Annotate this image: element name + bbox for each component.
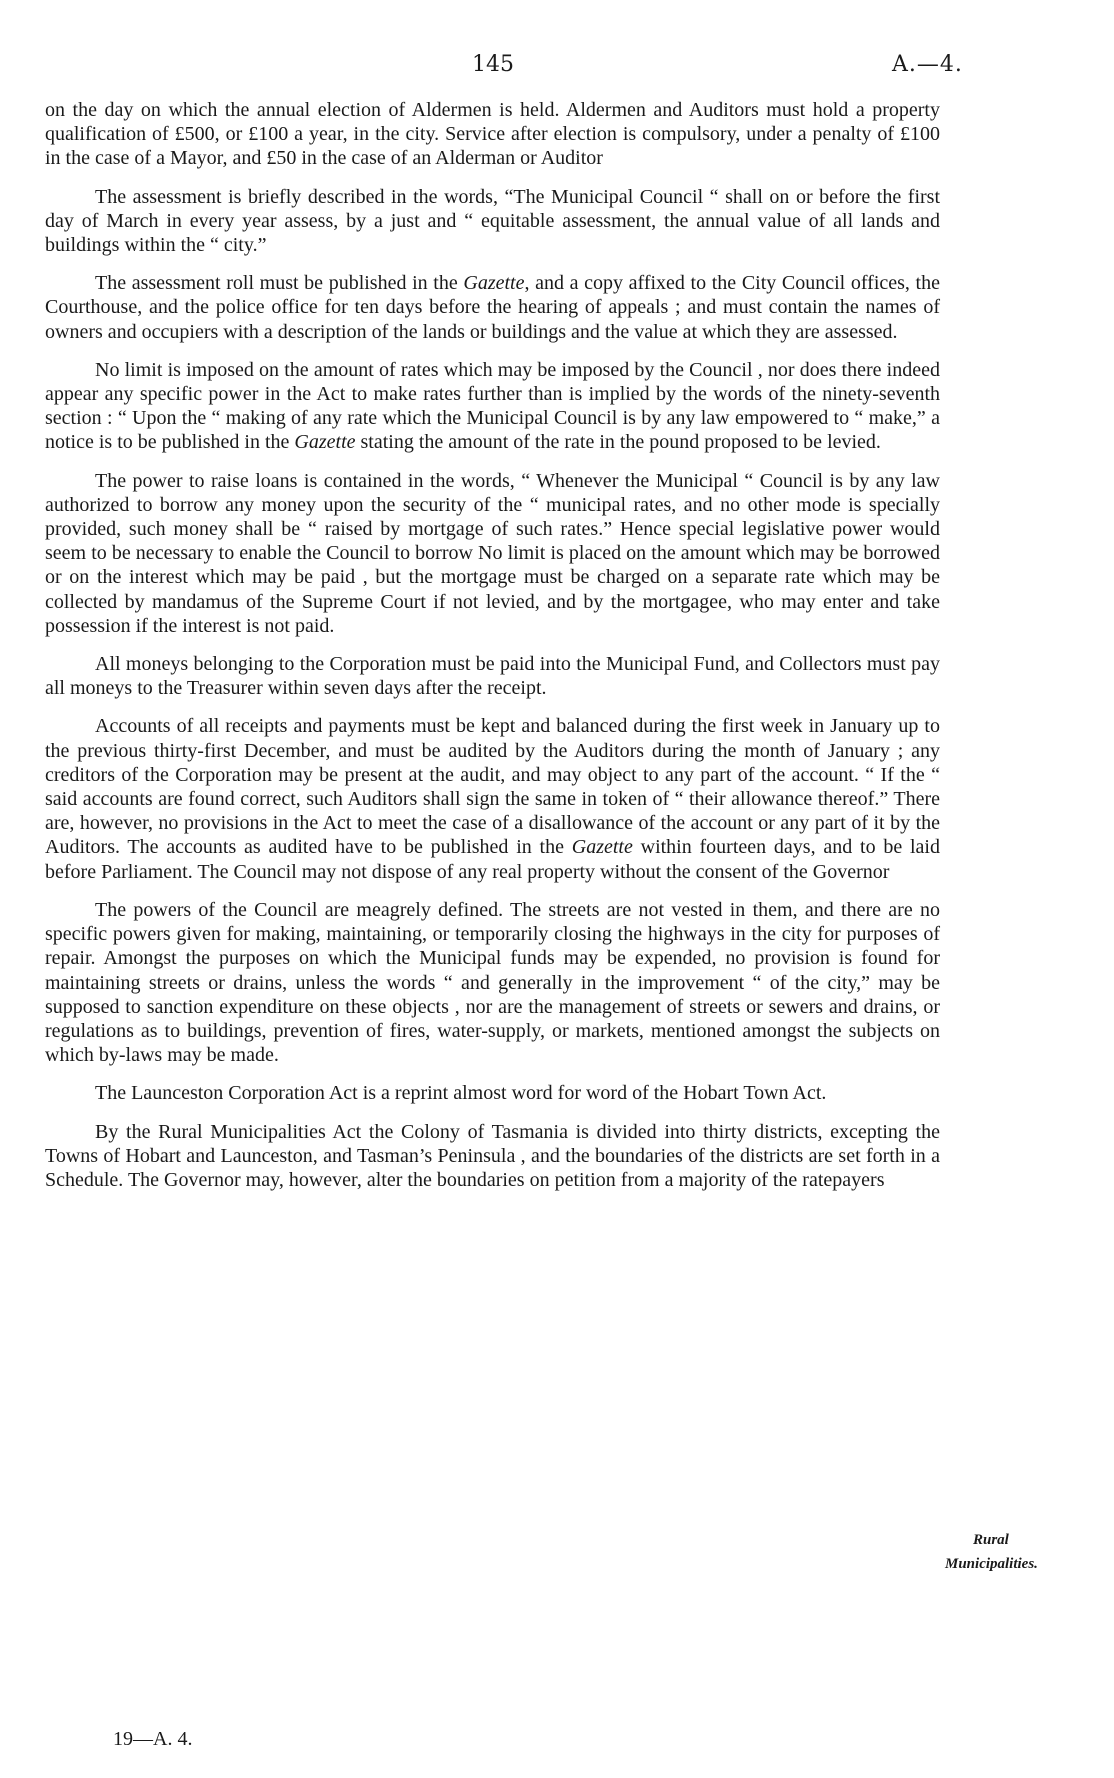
paragraph: on the day on which the annual election of Aldermen is held. Aldermen and Auditors must hold a property qualification of £500, or £100 a year, in the city. Service after election is compulsory, under a penalty of £100 in the case of a Mayor, and £50 in the case of an Alderman or Auditor	[45, 99, 940, 170]
body-text	[45, 98, 940, 1206]
paragraph	[45, 714, 940, 883]
page-number: 145	[472, 52, 514, 77]
margin-note	[945, 1528, 1075, 1576]
paragraph: The Launceston Corporation Act is a reprint almost word for word of the Hobart Town Act.	[95, 1082, 827, 1105]
italic-text: Gazette	[294, 431, 356, 454]
page-header	[0, 52, 1114, 82]
paragraph-text: Accounts of all receipts and payments must be kept and balanced during the first week in January up to the previous thirty-first December, and must be audited by the Auditors during the month of January ; any creditors of the Corporation may be present at the audit, and may object to any part of the account. “ If the “ said accounts are found correct, such Auditors shall sign the same in token of “ their allowance thereof.” There are, however, no provisions in the Act to meet the case of a disallowance of the account or any part of it by the Auditors. The accounts as audited have to be published in the	[45, 715, 940, 859]
paragraph: The assessment is briefly described in the words, “The Municipal Council “ shall on or before the first day of March in every year assess, by a just and “ equitable assessment, the annual value of all lands and buildings within the “ city.”	[45, 185, 940, 257]
paragraph-text: No limit is imposed on the amount of rates which may be imposed by the Council , nor does there indeed appear any specific power in the Act to make rates further than is implied by the words of the ninety-seventh section : “ Upon the “ making of any rate which the Municipal Council is by any law empowered to “ make,” a notice is to be published in the	[45, 358, 940, 454]
paragraph-text: within fourteen days, and to be laid before Parliament. The Council may not dispose of any real property without the consent of the Governor	[45, 836, 940, 883]
italic-text: Gazette	[571, 836, 633, 859]
paragraph-text: The assessment roll must be published in the	[95, 272, 464, 295]
paragraph: The power to raise loans is contained in the words, “ Whenever the Municipal “ Council is by any law authorized to borrow any money upon the security of the “ municipal rates, and no other mode is specially provided, such money shall be “ raised by mortgage of such rates.” Hence special legislative power would seem to be necessary to enable the Council to borrow No limit is placed on the amount which may be borrowed or on the interest which may be paid , but the mortgage must be charged on a separate rate which may be collected by mandamus of the Supreme Court if not levied, and by the mortgagee, who may enter and take possession if the interest is not paid.	[45, 469, 940, 637]
paragraph	[45, 271, 940, 344]
margin-note-line-2: Municipalities.	[945, 1556, 1038, 1572]
paragraph: All moneys belonging to the Corporation must be paid into the Municipal Fund, and Collectors must pay all moneys to the Treasurer within seven days after the receipt.	[45, 653, 940, 700]
document-reference: A.—4.	[892, 52, 963, 77]
paragraph-text: stating the amount of the rate in the pound proposed to be levied.	[355, 431, 881, 454]
page-signature: 19—A. 4.	[113, 1728, 193, 1750]
paragraph: The powers of the Council are meagrely defined. The streets are not vested in them, and there are no specific powers given for making, maintaining, or temporarily closing the highways in the city for purposes of repair. Amongst the purposes on which the Municipal funds may be expended, no provision is found for maintaining streets or drains, unless the words “ and generally in the improvement “ of the city,” may be supposed to sanction expenditure on these objects , nor are the management of streets or sewers and drains, or regulations as to buildings, prevention of fires, water-supply, or markets, mentioned amongst the subjects on which by-laws may be made.	[45, 898, 940, 1067]
paragraph	[45, 358, 940, 455]
margin-note-line-1: Rural	[973, 1532, 1009, 1548]
paragraph-text: , and a copy affixed to the City Council offices, the Courthouse, and the police office for ten days before the hearing of appeals ; and must contain the names of owners and occupiers with a description of the lands or buildings and the value at which they are assessed.	[45, 272, 940, 343]
paragraph: By the Rural Municipalities Act the Colony of Tasmania is divided into thirty districts, excepting the Towns of Hobart and Launceston, and Tasman’s Peninsula , and the boundaries of the districts are set forth in a Schedule. The Governor may, however, alter the boundaries on petition from a majority of the ratepayers	[45, 1120, 940, 1191]
italic-text: Gazette	[463, 272, 525, 295]
